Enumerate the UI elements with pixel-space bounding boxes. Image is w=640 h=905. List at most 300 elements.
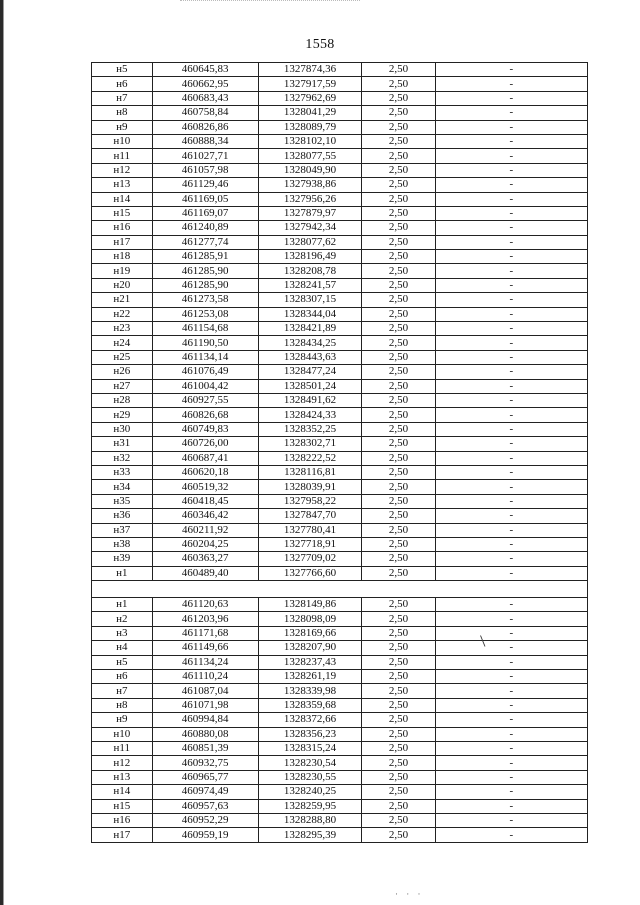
tolerance-cell: 2,50 — [362, 494, 435, 508]
y-coordinate-cell: 1327766,60 — [258, 566, 361, 580]
tolerance-cell: 2,50 — [362, 670, 435, 684]
x-coordinate-cell: 460932,75 — [152, 756, 258, 770]
y-coordinate-cell: 1328307,15 — [258, 293, 361, 307]
x-coordinate-cell: 461134,24 — [152, 655, 258, 669]
table-row — [92, 235, 588, 249]
table-row — [92, 192, 588, 206]
tolerance-cell: 2,50 — [362, 509, 435, 523]
x-coordinate-cell: 461120,63 — [152, 598, 258, 612]
tolerance-cell: 2,50 — [362, 437, 435, 451]
y-coordinate-cell: 1328240,25 — [258, 785, 361, 799]
tolerance-cell: 2,50 — [362, 537, 435, 551]
tolerance-cell: 2,50 — [362, 106, 435, 120]
table-row — [92, 379, 588, 393]
point-id-cell: н12 — [92, 756, 153, 770]
tolerance-cell: 2,50 — [362, 641, 435, 655]
note-cell: - — [435, 713, 587, 727]
point-id-cell: н28 — [92, 393, 153, 407]
x-coordinate-cell: 460880,08 — [152, 727, 258, 741]
table-row — [92, 813, 588, 827]
table-row — [92, 422, 588, 436]
point-id-cell: н25 — [92, 350, 153, 364]
note-cell: - — [435, 106, 587, 120]
y-coordinate-cell: 1328295,39 — [258, 828, 361, 842]
table-row — [92, 206, 588, 220]
point-id-cell: н31 — [92, 437, 153, 451]
point-id-cell: н38 — [92, 537, 153, 551]
tolerance-cell: 2,50 — [362, 393, 435, 407]
point-id-cell: н10 — [92, 134, 153, 148]
x-coordinate-cell: 461169,05 — [152, 192, 258, 206]
point-id-cell: н37 — [92, 523, 153, 537]
note-cell: - — [435, 264, 587, 278]
table-row — [92, 278, 588, 292]
y-coordinate-cell: 1328302,71 — [258, 437, 361, 451]
scan-top-edge — [180, 0, 360, 2]
note-cell: - — [435, 741, 587, 755]
tolerance-cell: 2,50 — [362, 120, 435, 134]
table-row — [92, 393, 588, 407]
point-id-cell: н36 — [92, 509, 153, 523]
note-cell: - — [435, 655, 587, 669]
note-cell: - — [435, 293, 587, 307]
point-id-cell: н2 — [92, 612, 153, 626]
note-cell: - — [435, 393, 587, 407]
note-cell: - — [435, 221, 587, 235]
y-coordinate-cell: 1328230,54 — [258, 756, 361, 770]
x-coordinate-cell: 461169,07 — [152, 206, 258, 220]
table-row — [92, 756, 588, 770]
x-coordinate-cell: 461285,90 — [152, 264, 258, 278]
table-row — [92, 465, 588, 479]
table-row — [92, 350, 588, 364]
x-coordinate-cell: 460994,84 — [152, 713, 258, 727]
coordinates-table-body — [92, 63, 588, 843]
y-coordinate-cell: 1328352,25 — [258, 422, 361, 436]
tolerance-cell: 2,50 — [362, 293, 435, 307]
y-coordinate-cell: 1328477,24 — [258, 365, 361, 379]
point-id-cell: н15 — [92, 799, 153, 813]
table-row — [92, 598, 588, 612]
table-row — [92, 698, 588, 712]
tolerance-cell: 2,50 — [362, 379, 435, 393]
point-id-cell: н17 — [92, 828, 153, 842]
y-coordinate-cell: 1328356,23 — [258, 727, 361, 741]
tolerance-cell: 2,50 — [362, 408, 435, 422]
y-coordinate-cell: 1327879,97 — [258, 206, 361, 220]
y-coordinate-cell: 1328149,86 — [258, 598, 361, 612]
scan-left-edge — [0, 0, 6, 905]
y-coordinate-cell: 1328372,66 — [258, 713, 361, 727]
table-row — [92, 537, 588, 551]
point-id-cell: н4 — [92, 641, 153, 655]
point-id-cell: н33 — [92, 465, 153, 479]
y-coordinate-cell: 1328237,43 — [258, 655, 361, 669]
point-id-cell: н14 — [92, 192, 153, 206]
x-coordinate-cell: 460662,95 — [152, 77, 258, 91]
point-id-cell: н16 — [92, 813, 153, 827]
x-coordinate-cell: 461027,71 — [152, 149, 258, 163]
table-row — [92, 120, 588, 134]
point-id-cell: н21 — [92, 293, 153, 307]
table-row — [92, 509, 588, 523]
point-id-cell: н27 — [92, 379, 153, 393]
point-id-cell: н19 — [92, 264, 153, 278]
note-cell: - — [435, 307, 587, 321]
note-cell: - — [435, 422, 587, 436]
table-row — [92, 451, 588, 465]
x-coordinate-cell: 460489,40 — [152, 566, 258, 580]
tolerance-cell: 2,50 — [362, 264, 435, 278]
y-coordinate-cell: 1328098,09 — [258, 612, 361, 626]
section-separator-cell — [92, 581, 588, 598]
table-row — [92, 626, 588, 640]
table-row — [92, 322, 588, 336]
table-row — [92, 178, 588, 192]
note-cell: - — [435, 178, 587, 192]
tolerance-cell: 2,50 — [362, 713, 435, 727]
y-coordinate-cell: 1328315,24 — [258, 741, 361, 755]
y-coordinate-cell: 1328089,79 — [258, 120, 361, 134]
tolerance-cell: 2,50 — [362, 278, 435, 292]
x-coordinate-cell: 461071,98 — [152, 698, 258, 712]
tolerance-cell: 2,50 — [362, 480, 435, 494]
coordinates-table — [91, 62, 588, 843]
tolerance-cell: 2,50 — [362, 163, 435, 177]
x-coordinate-cell: 461190,50 — [152, 336, 258, 350]
point-id-cell: н8 — [92, 698, 153, 712]
x-coordinate-cell: 460952,29 — [152, 813, 258, 827]
y-coordinate-cell: 1328261,19 — [258, 670, 361, 684]
point-id-cell: н13 — [92, 178, 153, 192]
note-cell: - — [435, 350, 587, 364]
note-cell: - — [435, 63, 587, 77]
table-row — [92, 250, 588, 264]
tolerance-cell: 2,50 — [362, 684, 435, 698]
x-coordinate-cell: 460749,83 — [152, 422, 258, 436]
y-coordinate-cell: 1327874,36 — [258, 63, 361, 77]
point-id-cell: н30 — [92, 422, 153, 436]
table-row — [92, 727, 588, 741]
table-row — [92, 670, 588, 684]
point-id-cell: н5 — [92, 63, 153, 77]
x-coordinate-cell: 460826,86 — [152, 120, 258, 134]
x-coordinate-cell: 460927,55 — [152, 393, 258, 407]
y-coordinate-cell: 1328421,89 — [258, 322, 361, 336]
x-coordinate-cell: 460346,42 — [152, 509, 258, 523]
x-coordinate-cell: 460418,45 — [152, 494, 258, 508]
x-coordinate-cell: 460726,00 — [152, 437, 258, 451]
note-cell: - — [435, 670, 587, 684]
note-cell: - — [435, 235, 587, 249]
table-row — [92, 365, 588, 379]
note-cell: - — [435, 480, 587, 494]
note-cell: - — [435, 799, 587, 813]
note-cell: - — [435, 77, 587, 91]
note-cell: - — [435, 365, 587, 379]
note-cell: - — [435, 509, 587, 523]
table-row — [92, 91, 588, 105]
point-id-cell: н5 — [92, 655, 153, 669]
note-cell: - — [435, 598, 587, 612]
note-cell: - — [435, 828, 587, 842]
x-coordinate-cell: 461203,96 — [152, 612, 258, 626]
x-coordinate-cell: 460620,18 — [152, 465, 258, 479]
x-coordinate-cell: 460687,41 — [152, 451, 258, 465]
tolerance-cell: 2,50 — [362, 465, 435, 479]
table-row — [92, 293, 588, 307]
y-coordinate-cell: 1328039,91 — [258, 480, 361, 494]
note-cell: - — [435, 163, 587, 177]
point-id-cell: н20 — [92, 278, 153, 292]
y-coordinate-cell: 1328169,66 — [258, 626, 361, 640]
y-coordinate-cell: 1328501,24 — [258, 379, 361, 393]
x-coordinate-cell: 460826,68 — [152, 408, 258, 422]
y-coordinate-cell: 1328288,80 — [258, 813, 361, 827]
note-cell: - — [435, 408, 587, 422]
tolerance-cell: 2,50 — [362, 626, 435, 640]
point-id-cell: н9 — [92, 713, 153, 727]
note-cell: - — [435, 756, 587, 770]
note-cell: - — [435, 379, 587, 393]
point-id-cell: н32 — [92, 451, 153, 465]
y-coordinate-cell: 1327942,34 — [258, 221, 361, 235]
x-coordinate-cell: 461171,68 — [152, 626, 258, 640]
x-coordinate-cell: 461134,14 — [152, 350, 258, 364]
x-coordinate-cell: 460758,84 — [152, 106, 258, 120]
point-id-cell: н24 — [92, 336, 153, 350]
table-row — [92, 63, 588, 77]
note-cell: - — [435, 626, 587, 640]
tolerance-cell: 2,50 — [362, 250, 435, 264]
tolerance-cell: 2,50 — [362, 178, 435, 192]
tolerance-cell: 2,50 — [362, 134, 435, 148]
note-cell: - — [435, 336, 587, 350]
note-cell: - — [435, 120, 587, 134]
table-row — [92, 264, 588, 278]
tolerance-cell: 2,50 — [362, 149, 435, 163]
x-coordinate-cell: 461240,89 — [152, 221, 258, 235]
y-coordinate-cell: 1327917,59 — [258, 77, 361, 91]
point-id-cell: н12 — [92, 163, 153, 177]
tolerance-cell: 2,50 — [362, 192, 435, 206]
table-row — [92, 149, 588, 163]
point-id-cell: н22 — [92, 307, 153, 321]
point-id-cell: н17 — [92, 235, 153, 249]
y-coordinate-cell: 1328077,62 — [258, 235, 361, 249]
x-coordinate-cell: 460957,63 — [152, 799, 258, 813]
table-row — [92, 494, 588, 508]
note-cell: - — [435, 91, 587, 105]
note-cell: - — [435, 192, 587, 206]
tolerance-cell: 2,50 — [362, 91, 435, 105]
point-id-cell: н23 — [92, 322, 153, 336]
note-cell: - — [435, 523, 587, 537]
point-id-cell: н10 — [92, 727, 153, 741]
tolerance-cell: 2,50 — [362, 552, 435, 566]
point-id-cell: н6 — [92, 670, 153, 684]
tolerance-cell: 2,50 — [362, 322, 435, 336]
table-row — [92, 713, 588, 727]
tolerance-cell: 2,50 — [362, 350, 435, 364]
point-id-cell: н11 — [92, 149, 153, 163]
tolerance-cell: 2,50 — [362, 422, 435, 436]
note-cell: - — [435, 206, 587, 220]
y-coordinate-cell: 1328241,57 — [258, 278, 361, 292]
tolerance-cell: 2,50 — [362, 698, 435, 712]
table-row — [92, 106, 588, 120]
y-coordinate-cell: 1327962,69 — [258, 91, 361, 105]
note-cell: - — [435, 698, 587, 712]
y-coordinate-cell: 1328434,25 — [258, 336, 361, 350]
tolerance-cell: 2,50 — [362, 828, 435, 842]
x-coordinate-cell: 460519,32 — [152, 480, 258, 494]
tolerance-cell: 2,50 — [362, 799, 435, 813]
table-row — [92, 566, 588, 580]
table-row — [92, 408, 588, 422]
y-coordinate-cell: 1328049,90 — [258, 163, 361, 177]
x-coordinate-cell: 460851,39 — [152, 741, 258, 755]
y-coordinate-cell: 1327956,26 — [258, 192, 361, 206]
tolerance-cell: 2,50 — [362, 612, 435, 626]
table-row — [92, 134, 588, 148]
x-coordinate-cell: 461285,91 — [152, 250, 258, 264]
tolerance-cell: 2,50 — [362, 770, 435, 784]
table-row — [92, 684, 588, 698]
x-coordinate-cell: 461154,68 — [152, 322, 258, 336]
x-coordinate-cell: 461057,98 — [152, 163, 258, 177]
note-cell: - — [435, 494, 587, 508]
table-row — [92, 799, 588, 813]
point-id-cell: н16 — [92, 221, 153, 235]
tolerance-cell: 2,50 — [362, 307, 435, 321]
x-coordinate-cell: 461129,46 — [152, 178, 258, 192]
y-coordinate-cell: 1328196,49 — [258, 250, 361, 264]
x-coordinate-cell: 460363,27 — [152, 552, 258, 566]
tolerance-cell: 2,50 — [362, 235, 435, 249]
x-coordinate-cell: 460959,19 — [152, 828, 258, 842]
y-coordinate-cell: 1327709,02 — [258, 552, 361, 566]
y-coordinate-cell: 1328102,10 — [258, 134, 361, 148]
y-coordinate-cell: 1328116,81 — [258, 465, 361, 479]
note-cell: - — [435, 612, 587, 626]
tolerance-cell: 2,50 — [362, 566, 435, 580]
point-id-cell: н11 — [92, 741, 153, 755]
point-id-cell: н7 — [92, 684, 153, 698]
x-coordinate-cell: 460204,25 — [152, 537, 258, 551]
note-cell: - — [435, 149, 587, 163]
point-id-cell: н18 — [92, 250, 153, 264]
point-id-cell: н15 — [92, 206, 153, 220]
point-id-cell: н26 — [92, 365, 153, 379]
point-id-cell: н29 — [92, 408, 153, 422]
point-id-cell: н39 — [92, 552, 153, 566]
y-coordinate-cell: 1328208,78 — [258, 264, 361, 278]
y-coordinate-cell: 1328230,55 — [258, 770, 361, 784]
point-id-cell: н13 — [92, 770, 153, 784]
point-id-cell: н7 — [92, 91, 153, 105]
tolerance-cell: 2,50 — [362, 451, 435, 465]
note-cell: - — [435, 684, 587, 698]
table-row — [92, 336, 588, 350]
section-separator-row — [92, 581, 588, 598]
pen-mark — [480, 635, 486, 647]
table-row — [92, 655, 588, 669]
x-coordinate-cell: 460211,92 — [152, 523, 258, 537]
note-cell: - — [435, 785, 587, 799]
note-cell: - — [435, 552, 587, 566]
note-cell: - — [435, 250, 587, 264]
table-row — [92, 163, 588, 177]
table-row — [92, 437, 588, 451]
table-row — [92, 77, 588, 91]
note-cell: - — [435, 465, 587, 479]
x-coordinate-cell: 460683,43 — [152, 91, 258, 105]
y-coordinate-cell: 1328077,55 — [258, 149, 361, 163]
point-id-cell: н35 — [92, 494, 153, 508]
table-row — [92, 828, 588, 842]
tolerance-cell: 2,50 — [362, 206, 435, 220]
table-row — [92, 523, 588, 537]
x-coordinate-cell: 461076,49 — [152, 365, 258, 379]
x-coordinate-cell: 461285,90 — [152, 278, 258, 292]
note-cell: - — [435, 641, 587, 655]
note-cell: - — [435, 537, 587, 551]
note-cell: - — [435, 727, 587, 741]
tolerance-cell: 2,50 — [362, 741, 435, 755]
point-id-cell: н6 — [92, 77, 153, 91]
scan-specks: · · · — [395, 889, 424, 899]
x-coordinate-cell: 461277,74 — [152, 235, 258, 249]
x-coordinate-cell: 461149,66 — [152, 641, 258, 655]
y-coordinate-cell: 1327958,22 — [258, 494, 361, 508]
table-row — [92, 612, 588, 626]
y-coordinate-cell: 1327718,91 — [258, 537, 361, 551]
page-number: 1558 — [305, 37, 335, 52]
note-cell: - — [435, 322, 587, 336]
note-cell: - — [435, 770, 587, 784]
note-cell: - — [435, 813, 587, 827]
table-row — [92, 221, 588, 235]
point-id-cell: н3 — [92, 626, 153, 640]
tolerance-cell: 2,50 — [362, 77, 435, 91]
point-id-cell: н14 — [92, 785, 153, 799]
note-cell: - — [435, 278, 587, 292]
y-coordinate-cell: 1328359,68 — [258, 698, 361, 712]
tolerance-cell: 2,50 — [362, 785, 435, 799]
table-row — [92, 770, 588, 784]
y-coordinate-cell: 1328041,29 — [258, 106, 361, 120]
tolerance-cell: 2,50 — [362, 336, 435, 350]
y-coordinate-cell: 1328344,04 — [258, 307, 361, 321]
table-row — [92, 641, 588, 655]
table-row — [92, 741, 588, 755]
tolerance-cell: 2,50 — [362, 813, 435, 827]
table-row — [92, 552, 588, 566]
x-coordinate-cell: 461087,04 — [152, 684, 258, 698]
tolerance-cell: 2,50 — [362, 756, 435, 770]
x-coordinate-cell: 460888,34 — [152, 134, 258, 148]
y-coordinate-cell: 1327938,86 — [258, 178, 361, 192]
tolerance-cell: 2,50 — [362, 598, 435, 612]
tolerance-cell: 2,50 — [362, 727, 435, 741]
y-coordinate-cell: 1328222,52 — [258, 451, 361, 465]
tolerance-cell: 2,50 — [362, 221, 435, 235]
tolerance-cell: 2,50 — [362, 523, 435, 537]
point-id-cell: н8 — [92, 106, 153, 120]
x-coordinate-cell: 460974,49 — [152, 785, 258, 799]
table-row — [92, 307, 588, 321]
